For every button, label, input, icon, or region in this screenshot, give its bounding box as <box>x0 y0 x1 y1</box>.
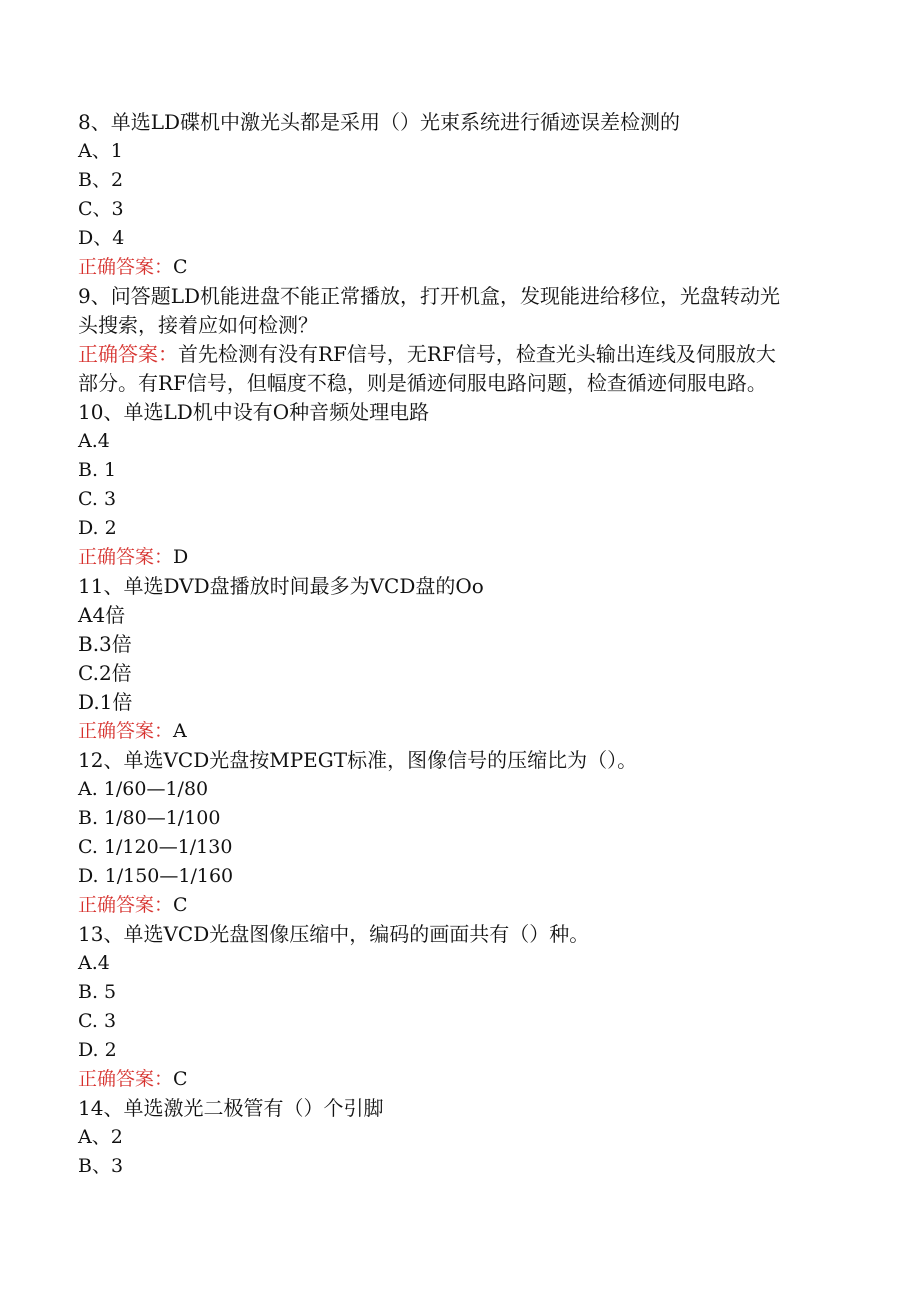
question-8-answer <box>78 253 848 282</box>
question-10-stem: 10、单选LD机中设有O种音频处理电路 <box>78 400 430 424</box>
answer-label: 正确答案： <box>78 720 174 742</box>
answer-label: 正确答案： <box>78 894 174 916</box>
question-10-option-d: D. 2 <box>78 517 117 539</box>
question-13-stem: 13、单选VCD光盘图像压缩中，编码的画面共有（）种。 <box>78 922 590 946</box>
question-13-answer <box>78 1065 848 1094</box>
question-12-stem: 12、单选VCD光盘按MPEGT标准，图像信号的压缩比为（）。 <box>78 748 638 772</box>
question-8-option-c: C、3 <box>78 198 124 220</box>
question-8-option-d: D、4 <box>78 227 125 249</box>
question-13-option-a: A.4 <box>78 952 110 974</box>
answer-value: C <box>173 1068 188 1090</box>
answer-label: 正确答案： <box>78 546 174 568</box>
question-10-option-b: B. 1 <box>78 459 117 481</box>
question-11-option-d: D.1倍 <box>78 690 133 714</box>
question-10-answer <box>78 543 848 572</box>
answer-value: A <box>173 720 187 742</box>
answer-value: C <box>173 894 188 916</box>
answer-text-line-1: 首先检测有没有RF信号，无RF信号，检查光头输出连线及伺服放大 <box>178 342 776 366</box>
question-10-option-c: C. 3 <box>78 488 117 510</box>
question-9-stem-line-1: 9、问答题LD机能进盘不能正常播放，打开机盒，发现能进给移位，光盘转动光 <box>78 284 781 308</box>
question-12-option-b: B. 1/80—1/100 <box>78 807 221 829</box>
document-page <box>78 108 848 1181</box>
question-11-option-b: B.3倍 <box>78 632 132 656</box>
question-14-option-a: A、2 <box>78 1126 123 1148</box>
question-9-answer <box>78 340 848 369</box>
answer-label: 正确答案： <box>78 342 178 366</box>
question-14-stem: 14、单选激光二极管有（）个引脚 <box>78 1096 384 1120</box>
question-13-option-c: C. 3 <box>78 1010 117 1032</box>
question-11-stem: 11、单选DVD盘播放时间最多为VCD盘的Oo <box>78 574 484 598</box>
question-11-option-c: C.2倍 <box>78 661 132 685</box>
question-11-answer <box>78 717 848 746</box>
answer-label: 正确答案： <box>78 1068 174 1090</box>
answer-label: 正确答案： <box>78 256 174 278</box>
answer-value: D <box>173 546 189 568</box>
question-8-stem: 8、单选LD碟机中激光头都是采用（）光束系统进行循迹误差检测的 <box>78 110 681 134</box>
question-12-option-d: D. 1/150—1/160 <box>78 865 234 887</box>
question-12-option-c: C. 1/120—1/130 <box>78 836 233 858</box>
answer-value: C <box>173 256 188 278</box>
question-8-option-b: B、2 <box>78 169 124 191</box>
question-12-option-a: A. 1/60—1/80 <box>78 778 209 800</box>
question-8-option-a: A、1 <box>78 140 123 162</box>
question-9-stem-line-2: 头搜索，接着应如何检测？ <box>78 313 318 337</box>
question-14-option-b: B、3 <box>78 1155 124 1177</box>
question-13-option-b: B. 5 <box>78 981 117 1003</box>
question-13-option-d: D. 2 <box>78 1039 117 1061</box>
question-10-option-a: A.4 <box>78 430 110 452</box>
question-11-option-a: A4倍 <box>78 603 126 627</box>
question-12-answer <box>78 891 848 920</box>
question-9-answer-line-2: 部分。有RF信号，但幅度不稳，则是循迹伺服电路问题，检查循迹伺服电路。 <box>78 371 767 395</box>
